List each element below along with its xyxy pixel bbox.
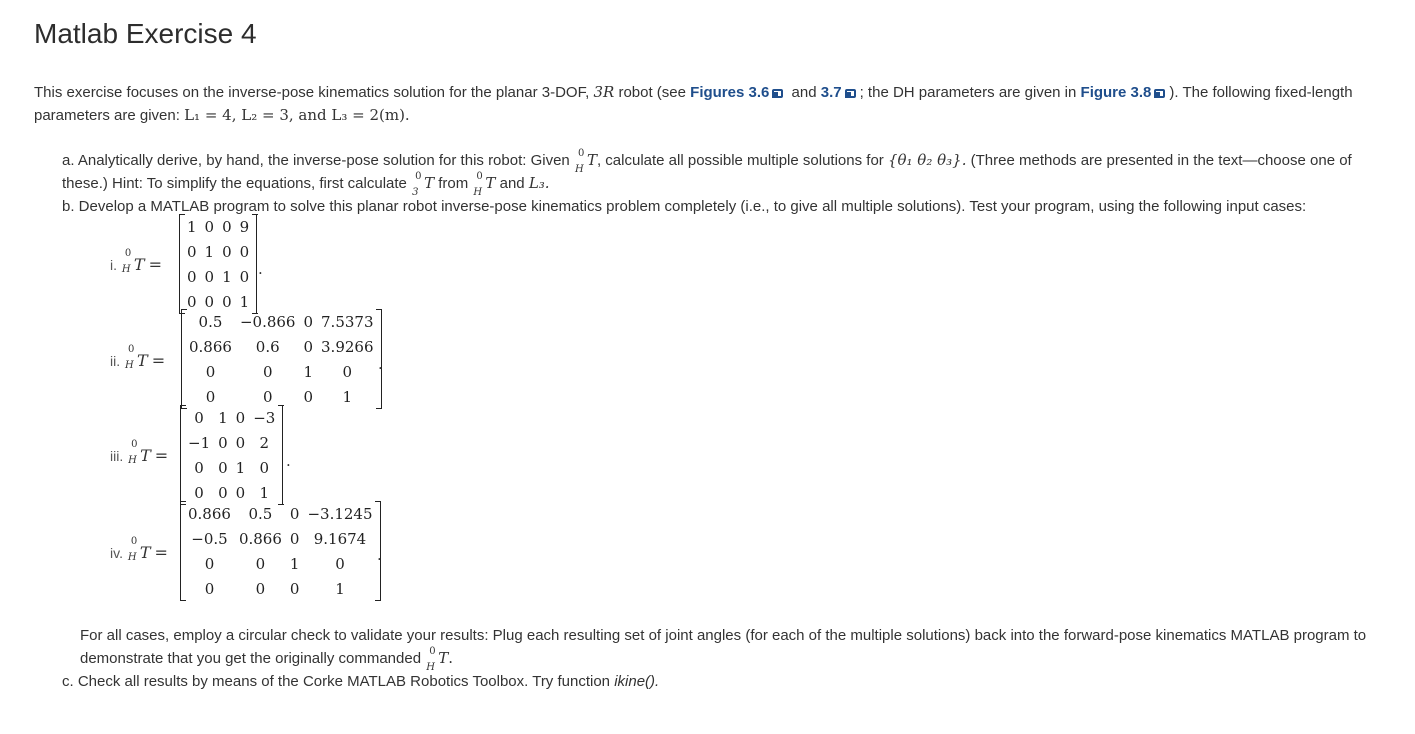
transform-symbol: 0 3 T <box>412 171 435 198</box>
external-link-icon[interactable] <box>845 89 856 98</box>
matrix: 0 1 0 −3 −1 0 0 2 0 0 1 0 0 0 0 1 <box>180 405 283 505</box>
external-link-icon[interactable] <box>772 89 783 98</box>
case-label: iv. <box>110 545 123 561</box>
intro-paragraph: This exercise focuses on the inverse-pose kinematics solution for the planar 3-DOF, 3R robot (see Figures 3.6 and 3.7 ; the DH parameters are given in Figure 3.8 ). The following fixed-length parameters are given: L₁ = 4, L₂ = 3, and L₃ = 2(m). <box>34 83 1353 124</box>
theta-set: {θ₁ θ₂ θ₃}. <box>887 151 967 169</box>
case-label: iii. <box>110 448 124 464</box>
matrix: 1 0 0 9 0 1 0 0 0 0 1 0 0 0 0 1 <box>179 214 257 314</box>
transform-symbol: 0 H T <box>574 148 597 175</box>
transform-symbol: 0 H T <box>426 646 449 673</box>
transform-symbol: 0 H T <box>128 439 151 466</box>
function-name: ikine(). <box>614 673 660 690</box>
transform-symbol: 0 H T <box>125 344 148 371</box>
page-title: Matlab Exercise 4 <box>34 18 257 49</box>
matrix: 0.866 0.5 0 −3.1245 −0.5 0.866 0 9.1674 0 0 1 0 0 0 0 1 <box>180 501 381 601</box>
transform-symbol: 0 H T <box>121 248 145 275</box>
length-equation: L₁ = 4, L₂ = 3, and L₃ = 2(m). <box>184 106 410 124</box>
circular-check-paragraph: For all cases, employ a circular check to validate your results: Plug each resulting set of joint angles (for each of the multiple solutions) back into the forward-pose kinematics MATLAB program to demonstrate that you get the originally commanded 0 H T. <box>80 627 1367 673</box>
matrix: 0.5 −0.866 0 7.5373 0.866 0.6 0 3.9266 0 0 1 0 0 0 0 1 <box>181 309 382 409</box>
item-c: c. Check all results by means of the Corke MATLAB Robotics Toolbox. Try function ikine(). <box>62 673 660 690</box>
case-label: i. <box>110 257 117 273</box>
external-link-icon[interactable] <box>1154 89 1165 98</box>
case-label: ii. <box>110 353 121 369</box>
item-b: b. Develop a MATLAB program to solve this planar robot inverse-pose kinematics problem completely (i.e., to give all multiple solutions). Test your program, using the following input cases: <box>62 198 1307 215</box>
figure-3-8-link[interactable]: Figure 3.8 <box>1080 84 1152 101</box>
item-a: a. Analytically derive, by hand, the inverse-pose solution for this robot: Given 0 H T, calculate all possible multiple solutions for {θ₁ θ₂ θ₃}. (Three methods are presented in the text—choose one of these.) Hint: To simplify the equations, first calculate 0 3 T from 0 H T and L₃. <box>62 148 1352 198</box>
figure-3-6-link[interactable]: Figures 3.6 <box>690 84 770 101</box>
transform-symbol: 0 H T <box>473 171 496 198</box>
transform-symbol: 0 H T <box>127 536 151 563</box>
figure-3-7-link[interactable]: 3.7 <box>820 84 842 101</box>
